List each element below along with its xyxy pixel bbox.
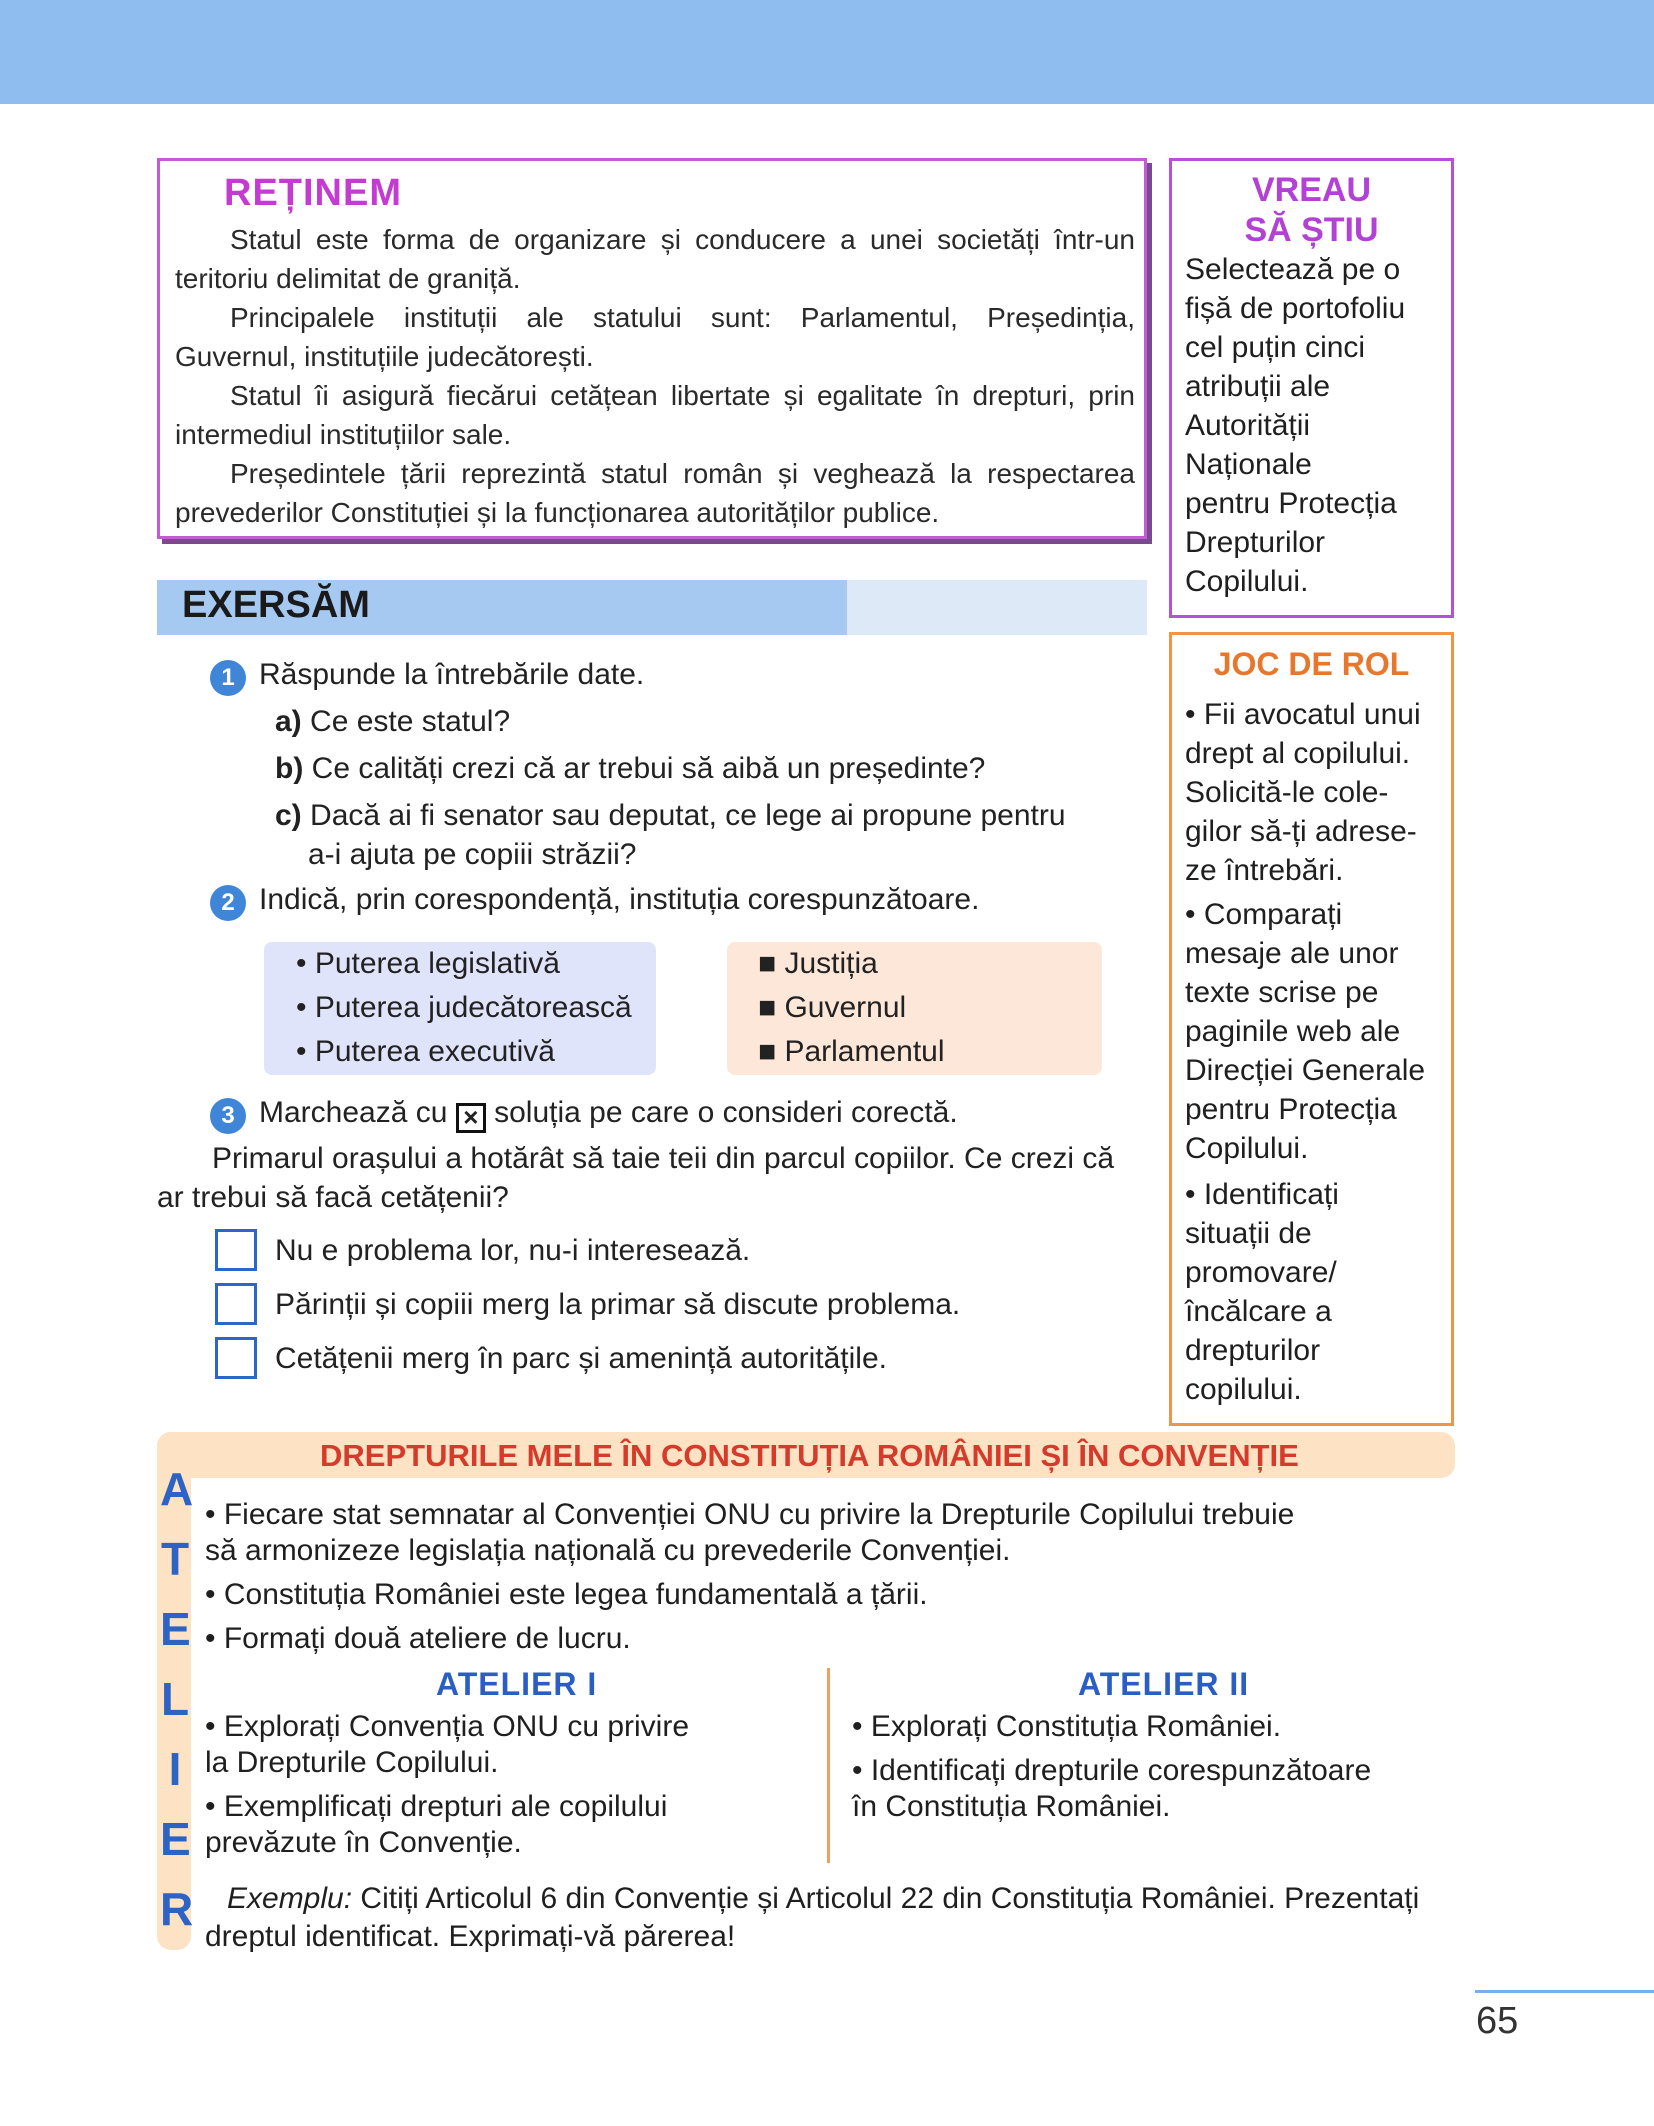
exercise-1b: b) Ce calități crezi că ar trebui să aibă un președinte? <box>275 752 986 785</box>
atelier-letter: E <box>160 1813 191 1865</box>
atelier-bullet-3: • Formați două ateliere de lucru. <box>205 1622 631 1655</box>
power-item: • Puterea judecătorească <box>296 991 632 1024</box>
option-checkbox[interactable] <box>215 1229 257 1271</box>
joc-item-1: • Fii avocatul unui drept al copilului. Solicită-le cole- gilor să-ți adrese- ze întrebări. <box>1185 698 1421 887</box>
retinem-paragraph-1: Statul este forma de organizare și conducere a unei societăți într-un teritoriu delimitat de graniță. <box>175 224 1135 294</box>
atelier-1-item: • Exemplificați drepturi ale copilului <box>205 1790 668 1823</box>
power-item: • Puterea legislativă <box>296 947 560 980</box>
exercise-1c: c) Dacă ai fi senator sau deputat, ce lege ai propune pentru <box>275 799 1066 832</box>
atelier-letter: A <box>160 1463 194 1515</box>
atelier-letter: I <box>168 1743 182 1795</box>
atelier-letter: E <box>160 1603 191 1655</box>
atelier-divider <box>827 1668 830 1863</box>
atelier-bullet-2: • Constituția României este legea fundamentală a țării. <box>205 1578 928 1611</box>
joc-item-2: • Comparați mesaje ale unor texte scrise pe paginile web ale Direcției Generale pentru Protecția Copilului. <box>1185 898 1426 1165</box>
page-number: 65 <box>1476 2000 1519 2042</box>
exersam-title: EXERSĂM <box>182 584 370 626</box>
vreau-sa-stiu-title: VREAU SĂ ȘTIU <box>1244 171 1379 249</box>
option-label: Părinții și copiii merg la primar să discute problema. <box>275 1288 961 1321</box>
exercise-3-question-continued: ar trebui să facă cetățenii? <box>157 1181 509 1214</box>
atelier-letter: R <box>160 1883 194 1935</box>
atelier-1-title: ATELIER I <box>436 1666 598 1702</box>
retinem-paragraph-4: Președintele țării reprezintă statul român și veghează la respectarea prevederilor Constituției și la funcționarea autorităților publice. <box>175 458 1135 528</box>
x-mark-icon: × <box>456 1103 486 1133</box>
atelier-letter: L <box>160 1673 190 1725</box>
institution-item: ■ Guvernul <box>758 991 907 1024</box>
atelier-example: Exemplu: Citiți Articolul 6 din Convenție și Articolul 22 din Constituția României. Prezentați <box>227 1882 1420 1915</box>
atelier-1-item: • Explorați Convenția ONU cu privire <box>205 1710 690 1743</box>
exercise-3-question: Primarul orașului a hotărât să taie teii din parcul copiilor. Ce crezi că <box>212 1142 1115 1175</box>
retinem-paragraph-2: Principalele instituții ale statului sunt: Parlamentul, Președinția, Guvernul, instituțiile judecătorești. <box>175 302 1135 372</box>
exercise-1a: a) Ce este statul? <box>275 705 511 738</box>
exercise-1-text: Răspunde la întrebările date. <box>259 658 645 691</box>
atelier-1-item: prevăzute în Convenție. <box>205 1826 522 1859</box>
atelier-2-item: • Identificați drepturile corespunzătoare <box>852 1754 1372 1787</box>
atelier-2-item: • Explorați Constituția României. <box>852 1710 1282 1743</box>
page-number-rule <box>1475 1990 1654 1993</box>
joc-de-rol-title: JOC DE ROL <box>1213 646 1410 682</box>
option-checkbox[interactable] <box>215 1283 257 1325</box>
retinem-title: REȚINEM <box>224 172 402 214</box>
power-item: • Puterea executivă <box>296 1035 555 1068</box>
institution-item: ■ Justiția <box>758 947 878 980</box>
institution-item: ■ Parlamentul <box>758 1035 945 1068</box>
atelier-example-continued: dreptul identificat. Exprimați-vă părerea! <box>205 1920 736 1953</box>
option-label: Cetățenii merg în parc și amenință autoritățile. <box>275 1342 887 1375</box>
joc-item-3: • Identificați situații de promovare/ încălcare a drepturilor copilului. <box>1185 1178 1339 1406</box>
atelier-letter: T <box>160 1533 190 1585</box>
exercise-3-text: Marchează cu × soluția pe care o consideri corectă. <box>259 1096 958 1132</box>
exercise-1-number: 1 <box>210 660 246 696</box>
option-label: Nu e problema lor, nu-i interesează. <box>275 1234 751 1267</box>
atelier-bullet-1: • Fiecare stat semnatar al Convenției ONU cu privire la Drepturile Copilului trebuie <box>205 1498 1295 1531</box>
exercise-1c-continued: a-i ajuta pe copiii străzii? <box>308 838 637 871</box>
exercise-2-number: 2 <box>210 885 246 921</box>
atelier-2-title: ATELIER II <box>1078 1666 1250 1702</box>
vreau-sa-stiu-text: Selectează pe o fișă de portofoliu cel puțin cinci atribuții ale Autorității Naționale pentru Protecția Drepturilor Copilului. <box>1185 253 1406 598</box>
exercise-2-text: Indică, prin corespondență, instituția corespunzătoare. <box>259 883 980 916</box>
header-band <box>0 0 1654 104</box>
retinem-paragraph-3: Statul îi asigură fiecărui cetățean libertate și egalitate în drepturi, prin intermediul instituțiilor sale. <box>175 380 1135 450</box>
atelier-heading: DREPTURILE MELE ÎN CONSTITUȚIA ROMÂNIEI ȘI ÎN CONVENȚIE <box>320 1438 1299 1473</box>
exercise-3-number: 3 <box>210 1098 246 1134</box>
atelier-2-item: în Constituția României. <box>852 1790 1171 1823</box>
atelier-bullet-1-continued: să armonizeze legislația națională cu prevederile Convenției. <box>205 1534 1011 1567</box>
option-checkbox[interactable] <box>215 1337 257 1379</box>
atelier-1-item: la Drepturile Copilului. <box>205 1746 499 1779</box>
